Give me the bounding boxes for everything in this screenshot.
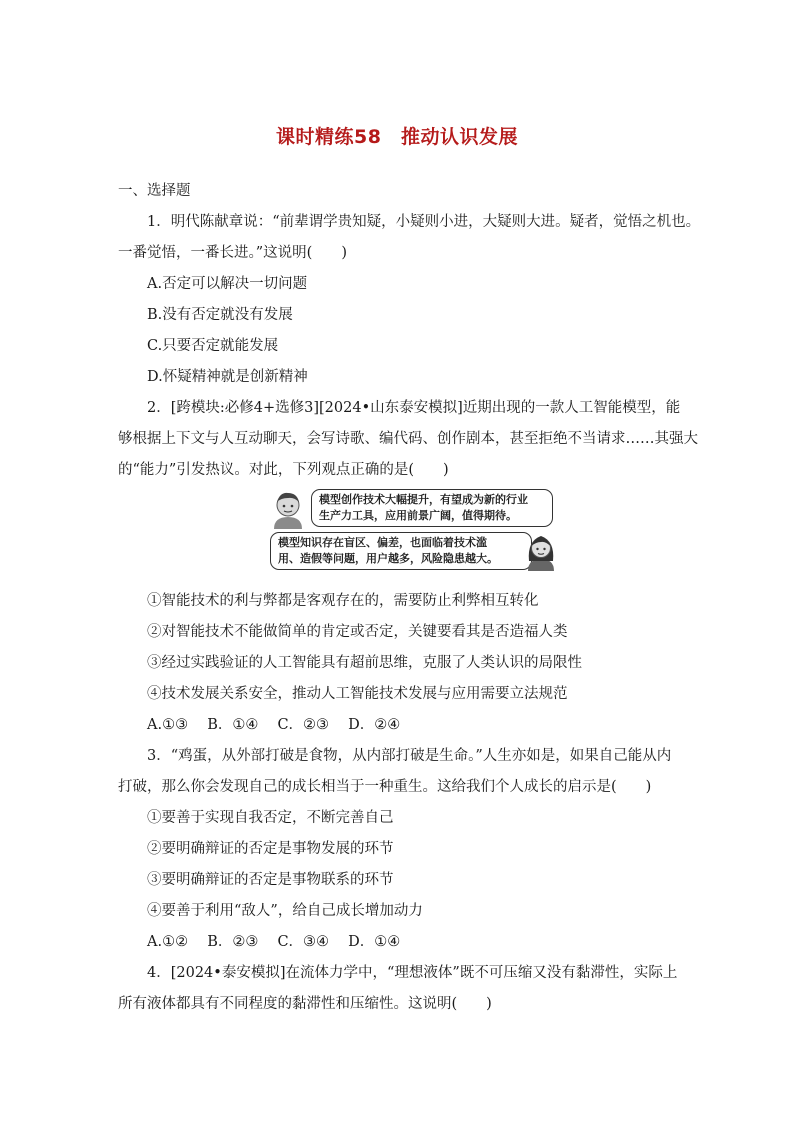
page-title: 课时精练58 推动认识发展	[276, 126, 518, 148]
q2-item-3: ③经过实践验证的人工智能具有超前思维，克服了人类认识的局限性	[147, 655, 582, 671]
q3-item-2: ②要明确辩证的否定是事物发展的环节	[147, 841, 394, 857]
girl-avatar-icon	[521, 531, 561, 571]
q1-option-c: C.只要否定就能发展	[147, 338, 279, 354]
q1-option-a: A.否定可以解决一切问题	[147, 276, 308, 292]
q1-option-b: B.没有否定就没有发展	[147, 307, 293, 323]
q3-stem-line2: 打破，那么你会发现自己的成长相当于一种重生。这给我们个人成长的启示是( )	[118, 779, 652, 795]
q2-stem-line2: 够根据上下文与人互动聊天，会写诗歌、编代码、创作剧本，甚至拒绝不当请求……其强大	[118, 431, 698, 447]
speech-bubble-cautious	[270, 532, 532, 570]
q2-stem-line1: 2．[跨模块:必修4+选修3][2024•山东泰安模拟]近期出现的一款人工智能模型，能	[147, 400, 681, 416]
question-content	[118, 176, 701, 1020]
q3-answer-choices: A.①② B．②③ C．③④ D．①④	[147, 934, 401, 950]
bubble2-line2: 用、造假等问题，用户越多，风险隐患越大。	[278, 552, 498, 565]
boy-avatar-icon	[268, 489, 308, 529]
q2-stem-line3: 的“能力”引发热议。对此，下列观点正确的是( )	[118, 462, 449, 478]
q2-answer-choices: A.①③ B．①④ C．②③ D．②④	[147, 717, 401, 733]
q2-dialogue-figure	[118, 487, 678, 583]
q2-item-1: ①智能技术的利与弊都是客观存在的，需要防止利弊相互转化	[147, 593, 539, 609]
bubble1-line1: 模型创作技术大幅提升，有望成为新的行业	[319, 493, 528, 506]
q2-item-4: ④技术发展关系安全，推动人工智能技术发展与应用需要立法规范	[147, 686, 568, 702]
q1-stem-line1: 1．明代陈献章说：“前辈谓学贵知疑，小疑则小进，大疑则大进。疑者，觉悟之机也。	[147, 214, 701, 230]
q1-stem-line2: 一番觉悟，一番长进。”这说明( )	[118, 245, 347, 261]
q3-item-3: ③要明确辩证的否定是事物联系的环节	[147, 872, 394, 888]
q1-option-d: D.怀疑精神就是创新精神	[147, 369, 308, 385]
q4-stem-line1: 4．[2024•泰安模拟]在流体力学中，“理想液体”既不可压缩又没有黏滞性，实际上	[147, 965, 678, 981]
q2-item-2: ②对智能技术不能做简单的肯定或否定，关键要看其是否造福人类	[147, 624, 568, 640]
q3-stem-line1: 3．“鸡蛋，从外部打破是食物，从内部打破是生命。”人生亦如是，如果自己能从内	[147, 748, 672, 764]
bubble2-line1: 模型知识存在盲区、偏差，也面临着技术滥	[278, 536, 487, 549]
speech-bubble-optimistic	[311, 489, 553, 527]
section-heading: 一、选择题	[118, 183, 191, 199]
bubble1-line2: 生产力工具，应用前景广阔，值得期待。	[319, 509, 517, 522]
q3-item-1: ①要善于实现自我否定，不断完善自己	[147, 810, 394, 826]
q4-stem-line2: 所有液体都具有不同程度的黏滞性和压缩性。这说明( )	[118, 996, 492, 1012]
q3-item-4: ④要善于利用“敌人”，给自己成长增加动力	[147, 903, 423, 919]
